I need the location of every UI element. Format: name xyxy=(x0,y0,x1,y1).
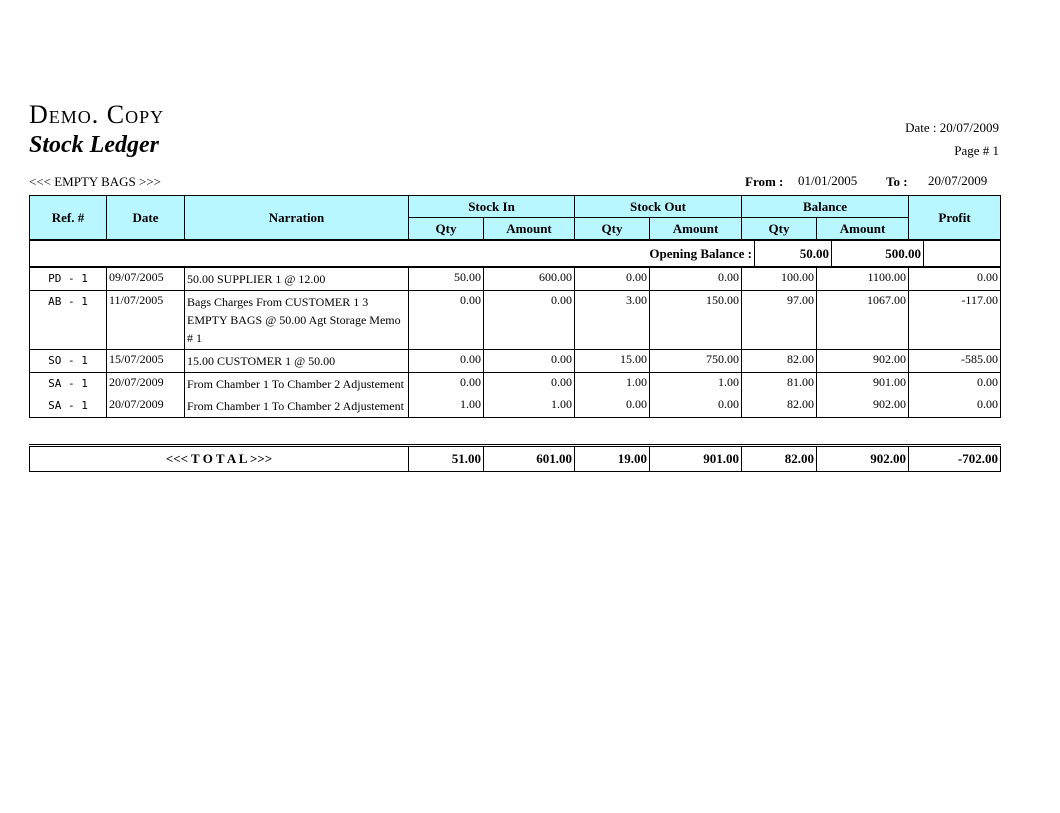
item-name: <<< EMPTY BAGS >>> xyxy=(29,174,161,189)
row-date: 20/07/2009 xyxy=(107,373,185,396)
row-ref: SA - 1 xyxy=(30,373,107,396)
ledger-body xyxy=(29,267,1001,418)
col-header-in-amount: Amount xyxy=(484,218,575,240)
row-out-qty: 3.00 xyxy=(575,291,650,350)
table-row xyxy=(30,291,1001,350)
row-profit: -117.00 xyxy=(909,291,1001,350)
col-header-out-qty: Qty xyxy=(575,218,650,240)
row-in-amount: 1.00 xyxy=(484,395,575,418)
col-header-balance: Balance xyxy=(742,196,909,218)
ledger-header xyxy=(29,195,1001,240)
watermark-text: Demo. Copy xyxy=(29,100,165,129)
row-in-amount: 0.00 xyxy=(484,291,575,350)
row-profit: 0.00 xyxy=(909,373,1001,396)
row-bal-amount: 1100.00 xyxy=(817,268,909,291)
total-label: <<< T O T A L >>> xyxy=(30,446,409,472)
row-in-amount: 0.00 xyxy=(484,373,575,396)
row-bal-amount: 902.00 xyxy=(817,350,909,373)
row-bal-amount: 1067.00 xyxy=(817,291,909,350)
row-bal-qty: 97.00 xyxy=(742,291,817,350)
row-ref: PD - 1 xyxy=(30,268,107,291)
row-narration: 50.00 SUPPLIER 1 @ 12.00 xyxy=(185,268,409,291)
row-narration: From Chamber 1 To Chamber 2 Adjustement xyxy=(185,395,409,418)
from-date: 01/01/2005 xyxy=(798,173,858,188)
row-date: 09/07/2005 xyxy=(107,268,185,291)
col-header-date: Date xyxy=(107,196,185,240)
col-header-stock-out: Stock Out xyxy=(575,196,742,218)
opening-balance-amount: 500.00 xyxy=(832,241,924,267)
row-narration: Bags Charges From CUSTOMER 1 3 EMPTY BAGS @ 50.00 Agt Storage Memo # 1 xyxy=(185,291,409,350)
col-header-in-qty: Qty xyxy=(409,218,484,240)
row-bal-amount: 902.00 xyxy=(817,395,909,418)
row-ref: SO - 1 xyxy=(30,350,107,373)
opening-balance-qty: 50.00 xyxy=(755,241,832,267)
report-title: Stock Ledger xyxy=(29,132,159,158)
row-in-qty: 1.00 xyxy=(409,395,484,418)
row-bal-qty: 82.00 xyxy=(742,350,817,373)
opening-balance-row xyxy=(29,240,1001,267)
page-number: Page # 1 xyxy=(954,143,999,158)
row-profit: 0.00 xyxy=(909,395,1001,418)
opening-balance-label: Opening Balance : xyxy=(30,241,755,267)
row-date: 11/07/2005 xyxy=(107,291,185,350)
row-in-qty: 0.00 xyxy=(409,373,484,396)
row-ref: AB - 1 xyxy=(30,291,107,350)
col-header-bal-qty: Qty xyxy=(742,218,817,240)
row-out-qty: 0.00 xyxy=(575,268,650,291)
row-profit: -585.00 xyxy=(909,350,1001,373)
to-label: To : xyxy=(886,174,908,189)
row-date: 20/07/2009 xyxy=(107,395,185,418)
table-row xyxy=(30,373,1001,396)
row-date: 15/07/2005 xyxy=(107,350,185,373)
total-row xyxy=(29,444,1001,472)
row-out-qty: 15.00 xyxy=(575,350,650,373)
row-in-qty: 0.00 xyxy=(409,350,484,373)
table-row xyxy=(30,350,1001,373)
col-header-ref: Ref. # xyxy=(30,196,107,240)
total-bal-qty: 82.00 xyxy=(742,446,817,472)
row-in-amount: 0.00 xyxy=(484,350,575,373)
row-in-amount: 600.00 xyxy=(484,268,575,291)
row-out-amount: 750.00 xyxy=(650,350,742,373)
col-header-profit: Profit xyxy=(909,196,1001,240)
total-out-amount: 901.00 xyxy=(650,446,742,472)
row-bal-amount: 901.00 xyxy=(817,373,909,396)
table-row xyxy=(30,395,1001,418)
total-bal-amount: 902.00 xyxy=(817,446,909,472)
row-profit: 0.00 xyxy=(909,268,1001,291)
row-out-amount: 1.00 xyxy=(650,373,742,396)
total-out-qty: 19.00 xyxy=(575,446,650,472)
row-narration: 15.00 CUSTOMER 1 @ 50.00 xyxy=(185,350,409,373)
col-header-bal-amount: Amount xyxy=(817,218,909,240)
row-bal-qty: 81.00 xyxy=(742,373,817,396)
row-in-qty: 0.00 xyxy=(409,291,484,350)
row-out-qty: 0.00 xyxy=(575,395,650,418)
opening-balance-profit xyxy=(924,241,1001,267)
row-out-qty: 1.00 xyxy=(575,373,650,396)
row-bal-qty: 82.00 xyxy=(742,395,817,418)
row-out-amount: 0.00 xyxy=(650,395,742,418)
row-out-amount: 150.00 xyxy=(650,291,742,350)
row-in-qty: 50.00 xyxy=(409,268,484,291)
print-date: Date : 20/07/2009 xyxy=(905,120,999,135)
row-out-amount: 0.00 xyxy=(650,268,742,291)
col-header-out-amount: Amount xyxy=(650,218,742,240)
to-date: 20/07/2009 xyxy=(928,173,988,188)
row-ref: SA - 1 xyxy=(30,395,107,418)
table-row xyxy=(30,268,1001,291)
total-in-qty: 51.00 xyxy=(409,446,484,472)
col-header-stock-in: Stock In xyxy=(409,196,575,218)
col-header-narration: Narration xyxy=(185,196,409,240)
total-in-amount: 601.00 xyxy=(484,446,575,472)
from-label: From : xyxy=(745,174,784,189)
row-narration: From Chamber 1 To Chamber 2 Adjustement xyxy=(185,373,409,396)
row-bal-qty: 100.00 xyxy=(742,268,817,291)
total-profit: -702.00 xyxy=(909,446,1001,472)
